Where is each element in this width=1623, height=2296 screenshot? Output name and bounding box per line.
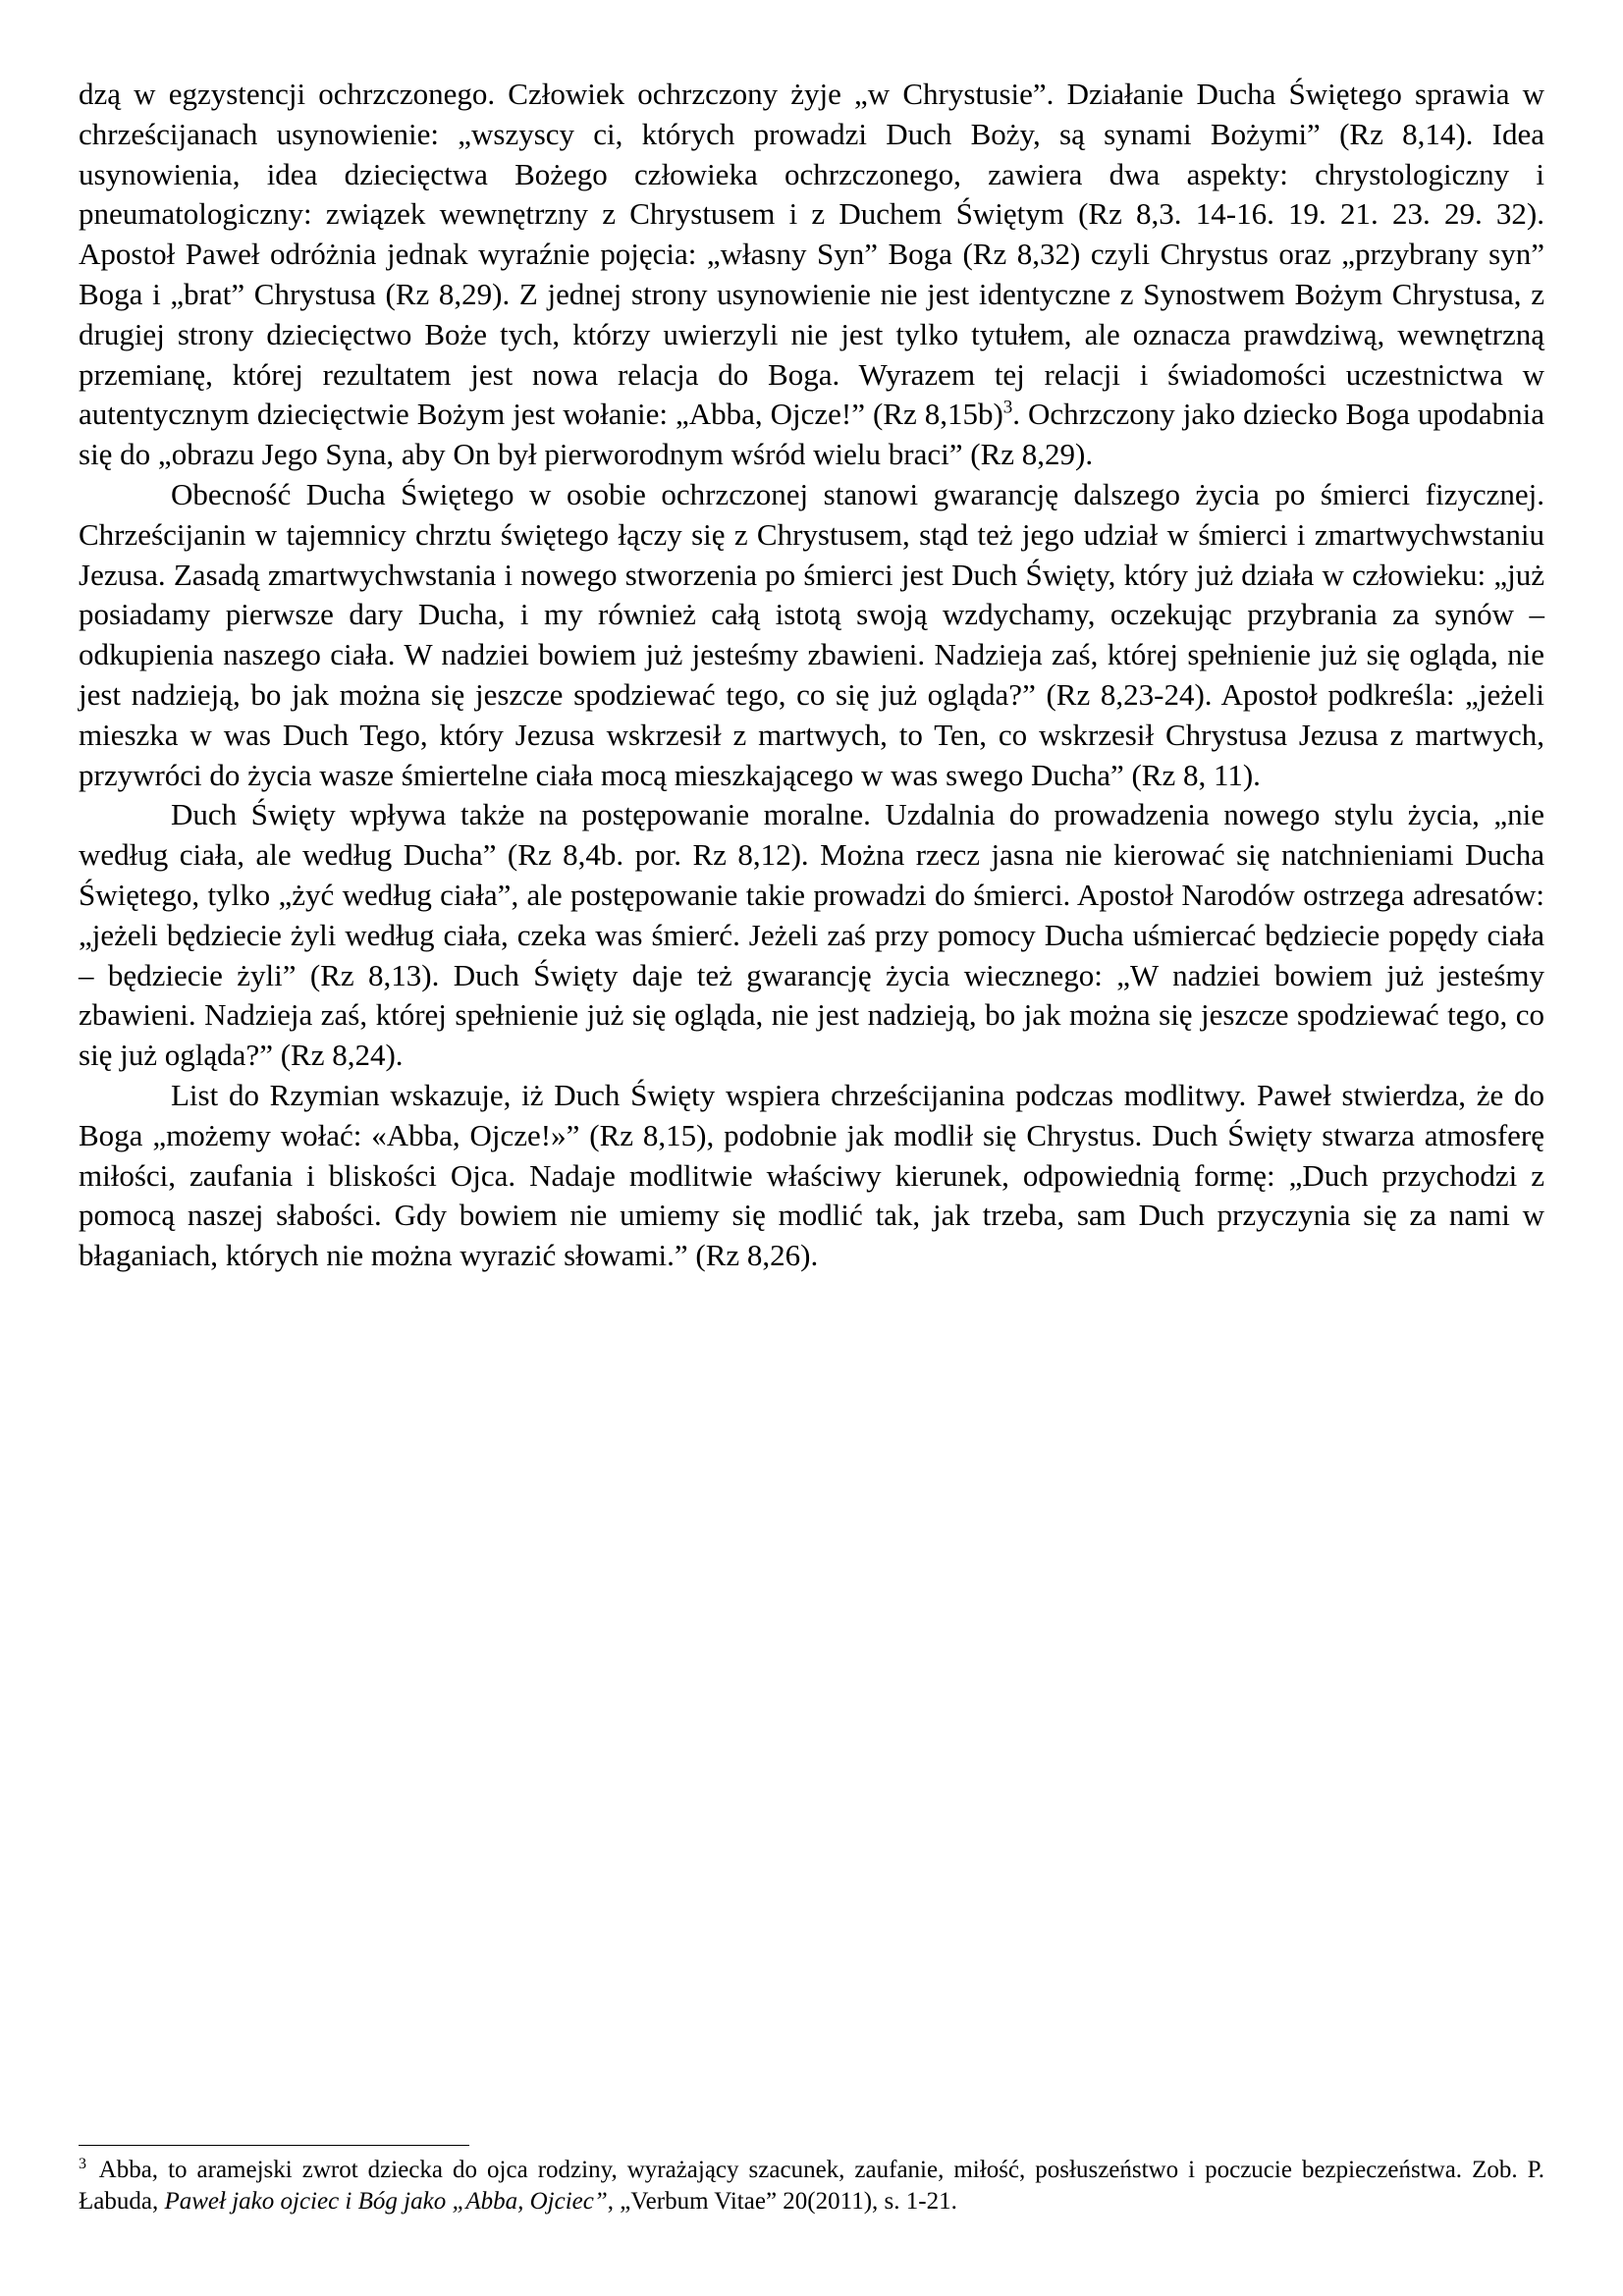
paragraph-1 [79,75,1544,475]
footnote-3 [79,2155,1544,2217]
paragraph-4: List do Rzymian wskazuje, iż Duch Święty wspiera chrześcijanina podczas modlitwy. Paweł stwierdza, że do Boga „możemy wołać: «Abba, Ojcze!»” (Rz 8,15), podobnie jak modlił się Chrystus. Duch Święty stwarza atmosferę miłości, zaufania i bliskości Ojca. Nadaje modlitwie właściwy kierunek, odpowiednią formę: „Duch przychodzi z pomocą naszej słabości. Gdy bowiem nie umiemy się modlić tak, jak trzeba, sam Duch przyczynia się za nami w błaganiach, których nie można wyrazić słowami.” (Rz 8,26). [79,1077,1544,1273]
paragraph-1-text: dzą w egzystencji ochrzczonego. Człowiek ochrzczony żyje „w Chrystusie”. Działanie Ducha Świętego sprawia w chrześcijanach usynowienie: „wszyscy ci, których prowadzi Duch Boży, są synami Bożymi” (Rz 8,14). Idea usynowienia, idea dziecięctwa Bożego człowieka ochrzczonego, zawiera dwa aspekty: chrystologiczny i pneumatologiczny: związek wewnętrzny z Chrystusem i z Duchem Świętym (Rz 8,3. 14-16. 19. 21. 23. 29. 32). Apostoł Paweł odróżnia jednak wyraźnie pojęcia: „własny Syn” Boga (Rz 8,32) czyli Chrystus oraz „przybrany syn” Boga i „brat” Chrystusa (Rz 8,29). Z jednej strony usynowienie nie jest identyczne z Synostwem Bożym Chrystusa, z drugiej strony dziecięctwo Boże tych, którzy uwierzyli nie jest tylko tytułem, ale oznacza prawdziwą, wewnętrzną przemianę, której rezultatem jest nowa relacja do Boga. Wyrazem tej relacji i świadomości uczestnictwa w autentycznym dziecięctwie Bożym jest wołanie: „Abba, Ojcze!” (Rz 8,15b) [79,77,1544,432]
paragraph-1-text-continued: . Ochrzczony jako dziecko Boga upodabnia się do „obrazu Jego Syna, aby On był pierworodnym wśród wielu braci” (Rz 8,29). [79,397,1544,472]
paragraph-2: Obecność Ducha Świętego w osobie ochrzczonej stanowi gwarancję dalszego życia po śmierci fizycznej. Chrześcijanin w tajemnicy chrztu świętego łączy się z Chrystusem, stąd też jego udział w śmierci i zmartwychwstaniu Jezusa. Zasadą zmartwychwstania i nowego stworzenia po śmierci jest Duch Święty, który już działa w człowieku: „już posiadamy pierwsze dary Ducha, i my również całą istotą swoją wzdychamy, oczekując przybrania za synów – odkupienia naszego ciała. W nadziei bowiem już jesteśmy zbawieni. Nadzieja zaś, której spełnienie już się ogląda, nie jest nadzieją, bo jak można się jeszcze spodziewać tego, co się już ogląda?” (Rz 8,23-24). Apostoł podkreśla: „jeżeli mieszka w was Duch Tego, który Jezusa wskrzesił z martwych, to Ten, co wskrzesił Chrystusa Jezusa z martwych, przywróci do życia wasze śmiertelne ciała mocą mieszkającego w was swego Ducha” (Rz 8, 11). [79,476,1544,792]
page-body [79,75,1544,1276]
main-text [79,75,1544,1276]
paragraph-3: Duch Święty wpływa także na postępowanie moralne. Uzdalnia do prowadzenia nowego stylu życia, „nie według ciała, ale według Ducha” (Rz 8,4b. por. Rz 8,12). Można rzecz jasna nie kierować się natchnieniami Ducha Świętego, tylko „żyć według ciała”, ale postępowanie takie prowadzi do śmierci. Apostoł Narodów ostrzega adresatów: „jeżeli będziecie żyli według ciała, czeka was śmierć. Jeżeli zaś przy pomocy Ducha uśmiercać będziecie popędy ciała – będziecie żyli” (Rz 8,13). Duch Święty daje też gwarancję życia wiecznego: „W nadziei bowiem już jesteśmy zbawieni. Nadzieja zaś, której spełnienie już się ogląda, nie jest nadzieją, bo jak można się jeszcze spodziewać tego, co się już ogląda?” (Rz 8,24). [79,797,1544,1073]
footnote-mark: 3 [79,2155,86,2172]
footnote-text: Abba, to aramejski zwrot dziecka do ojca rodziny, wyrażający szacunek, zaufanie, miłość, posłuszeństwo i poczucie bezpieczeństwa. Zob. P. Łabuda, [79,2157,1544,2215]
footnote-title: Paweł jako ojciec i Bóg jako „Abba, Ojciec” [164,2188,608,2215]
footnote-reference-3[interactable]: 3 [1002,398,1013,419]
footnote-source: , „Verbum Vitae” 20(2011), s. 1-21. [607,2188,957,2215]
footnote-separator [79,2145,469,2146]
